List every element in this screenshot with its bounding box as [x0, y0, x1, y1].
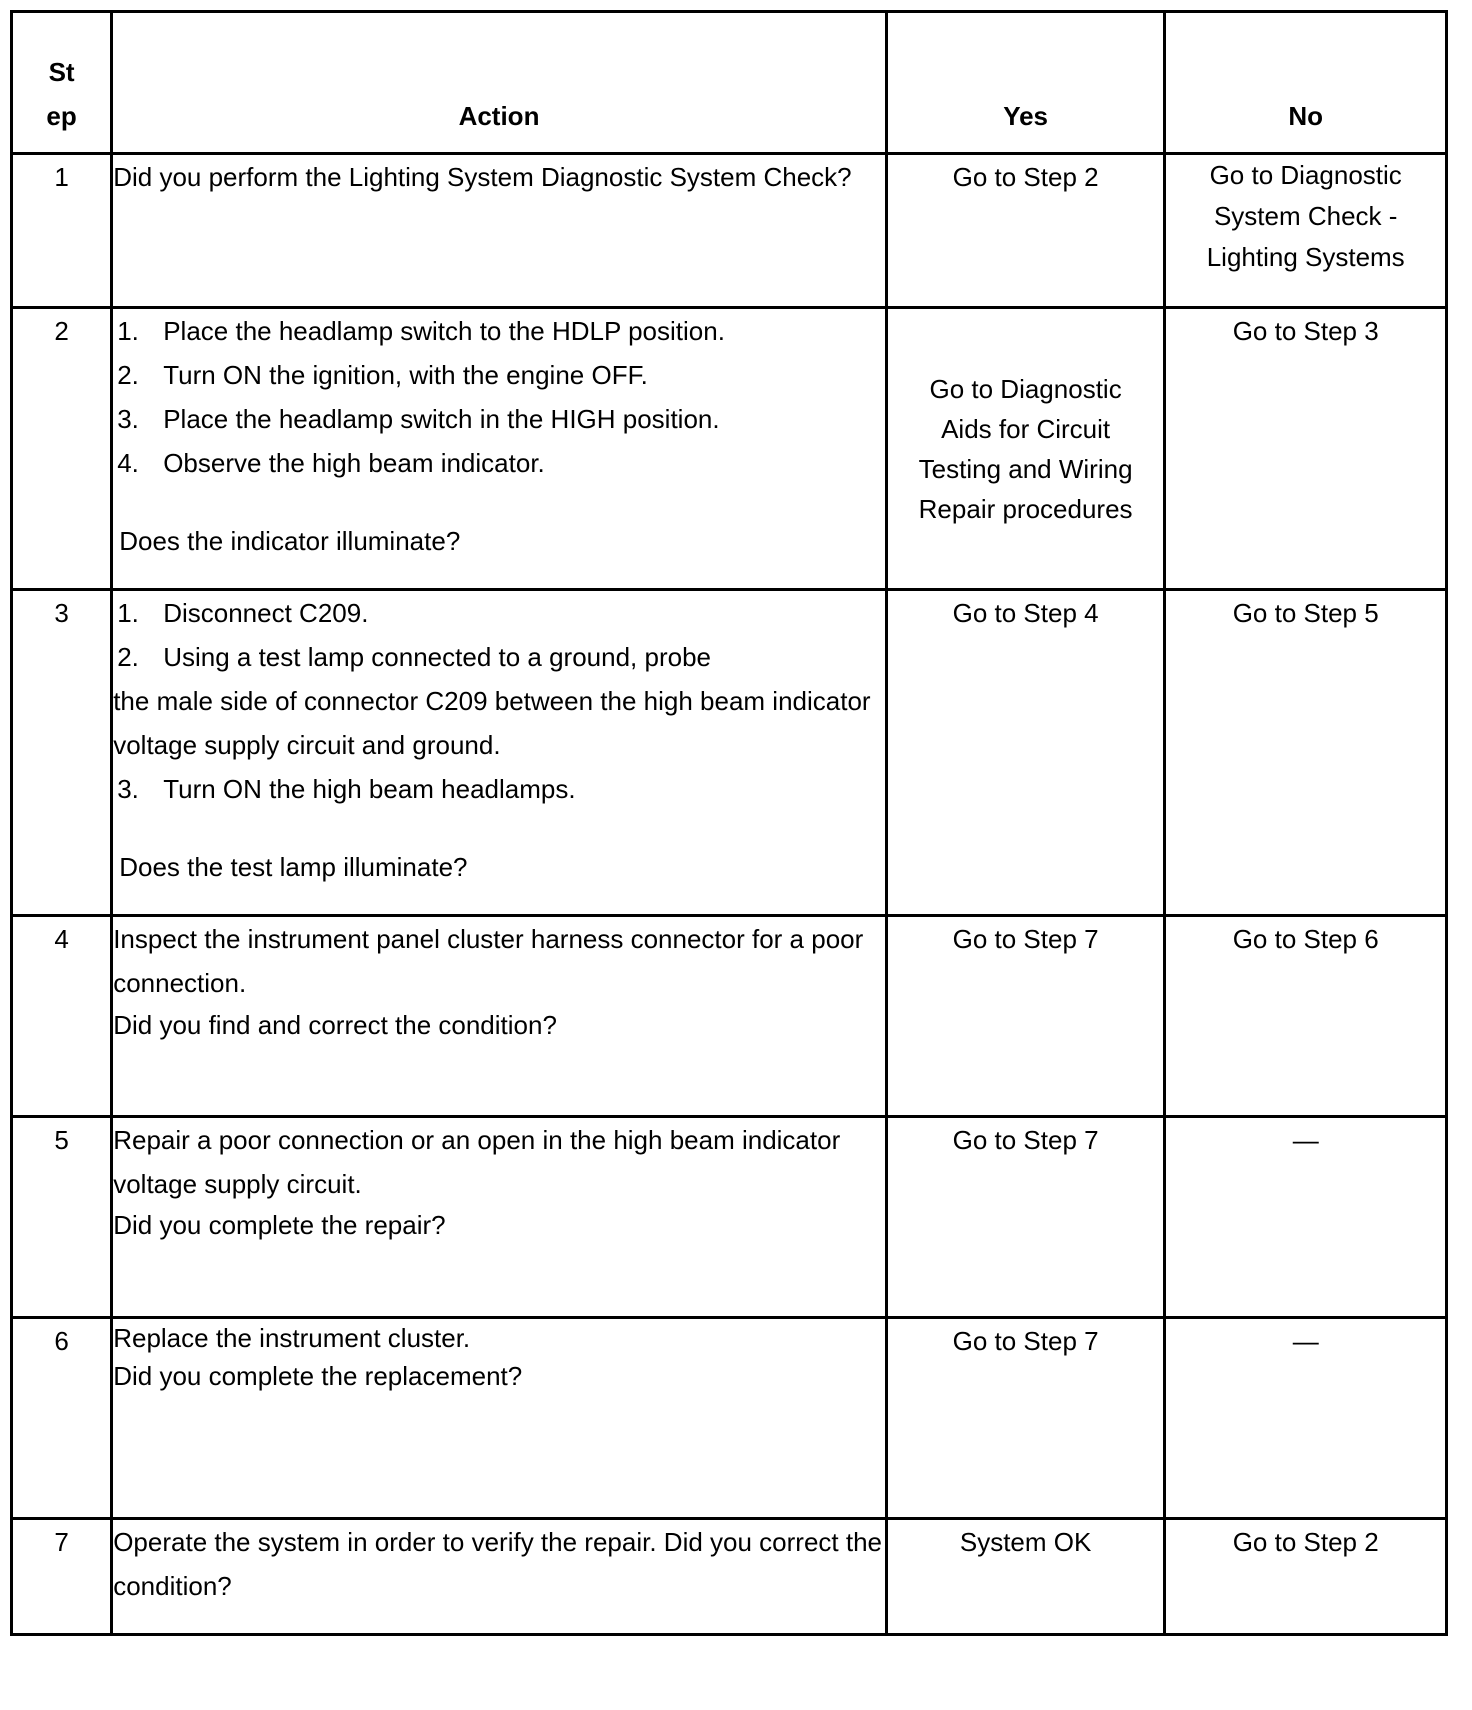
step-number: 5 — [12, 1117, 112, 1318]
yes-cell: Go to Step 7 — [886, 1117, 1165, 1318]
no-cell: Go to Step 6 — [1165, 916, 1447, 1117]
action-question: Did you complete the repair? — [113, 1210, 446, 1240]
no-cell: — — [1165, 1117, 1447, 1318]
table-row — [12, 1519, 1447, 1635]
substep-list — [113, 767, 885, 811]
yes-cell: System OK — [886, 1519, 1165, 1635]
yes-cell: Go to Step 2 — [886, 154, 1165, 308]
action-cell — [112, 1117, 887, 1318]
action-question: Did you find and correct the condition? — [113, 1010, 557, 1040]
substep: 3. Place the headlamp switch in the HIGH position. — [117, 404, 720, 434]
yes-cell: Go to Step 7 — [886, 916, 1165, 1117]
step-number: 6 — [12, 1318, 112, 1519]
substep: 3. Turn ON the high beam headlamps. — [117, 774, 576, 804]
no-cell: Go to Step 5 — [1165, 590, 1447, 916]
substep: 2. Turn ON the ignition, with the engine OFF. — [117, 360, 648, 390]
yes-cell: Go to Diagnostic Aids for Circuit Testing and Wiring Repair procedures — [886, 308, 1165, 590]
no-cell: — — [1165, 1318, 1447, 1519]
table-row — [12, 154, 1447, 308]
table-row — [12, 1318, 1447, 1519]
action-cell — [112, 1519, 887, 1635]
no-cell: Go to Step 3 — [1165, 308, 1447, 590]
action-cell — [112, 590, 887, 916]
step-header-line2: ep — [46, 101, 77, 131]
action-header: Action — [112, 12, 887, 154]
action-cell — [112, 916, 887, 1117]
step-number: 1 — [12, 154, 112, 308]
action-question: Does the indicator illuminate? — [119, 526, 461, 556]
step-number: 2 — [12, 308, 112, 590]
action-cell — [112, 308, 887, 590]
action-cell — [112, 1318, 887, 1519]
yes-cell: Go to Step 4 — [886, 590, 1165, 916]
substep: 2. Using a test lamp connected to a ground, probe — [117, 642, 711, 672]
action-text: Repair a poor connection or an open in the high beam indicator voltage supply circuit. — [113, 1125, 841, 1199]
substep-continuation: the male side of connector C209 between the high beam indicator voltage supply circuit and ground. — [113, 686, 871, 760]
step-number: 7 — [12, 1519, 112, 1635]
step-number: 4 — [12, 916, 112, 1117]
substep: 4. Observe the high beam indicator. — [117, 448, 545, 478]
table-row — [12, 1117, 1447, 1318]
action-cell — [112, 154, 887, 308]
action-text: Did you perform the Lighting System Diagnostic System Check? — [113, 162, 852, 192]
header-row — [12, 12, 1447, 154]
substep-list — [113, 591, 885, 679]
action-question: Did you complete the replacement? — [113, 1361, 523, 1391]
diagnostic-table — [10, 10, 1448, 1636]
yes-cell: Go to Step 7 — [886, 1318, 1165, 1519]
action-question: Does the test lamp illuminate? — [119, 852, 468, 882]
substep-list — [113, 309, 885, 485]
table-row — [12, 590, 1447, 916]
yes-header: Yes — [886, 12, 1165, 154]
substep: 1. Place the headlamp switch to the HDLP position. — [117, 316, 725, 346]
no-header: No — [1165, 12, 1447, 154]
action-text: Replace the instrument cluster. — [113, 1323, 471, 1353]
table-row — [12, 916, 1447, 1117]
action-text: Operate the system in order to verify the repair. Did you correct the condition? — [113, 1527, 882, 1601]
no-cell: Go to Step 2 — [1165, 1519, 1447, 1635]
table-row — [12, 308, 1447, 590]
substep: 1. Disconnect C209. — [117, 598, 369, 628]
action-text: Inspect the instrument panel cluster harness connector for a poor connection. — [113, 924, 864, 998]
step-number: 3 — [12, 590, 112, 916]
step-header — [12, 12, 112, 154]
no-cell: Go to Diagnostic System Check - Lighting Systems — [1165, 154, 1447, 308]
step-header-line1: St — [48, 57, 75, 87]
